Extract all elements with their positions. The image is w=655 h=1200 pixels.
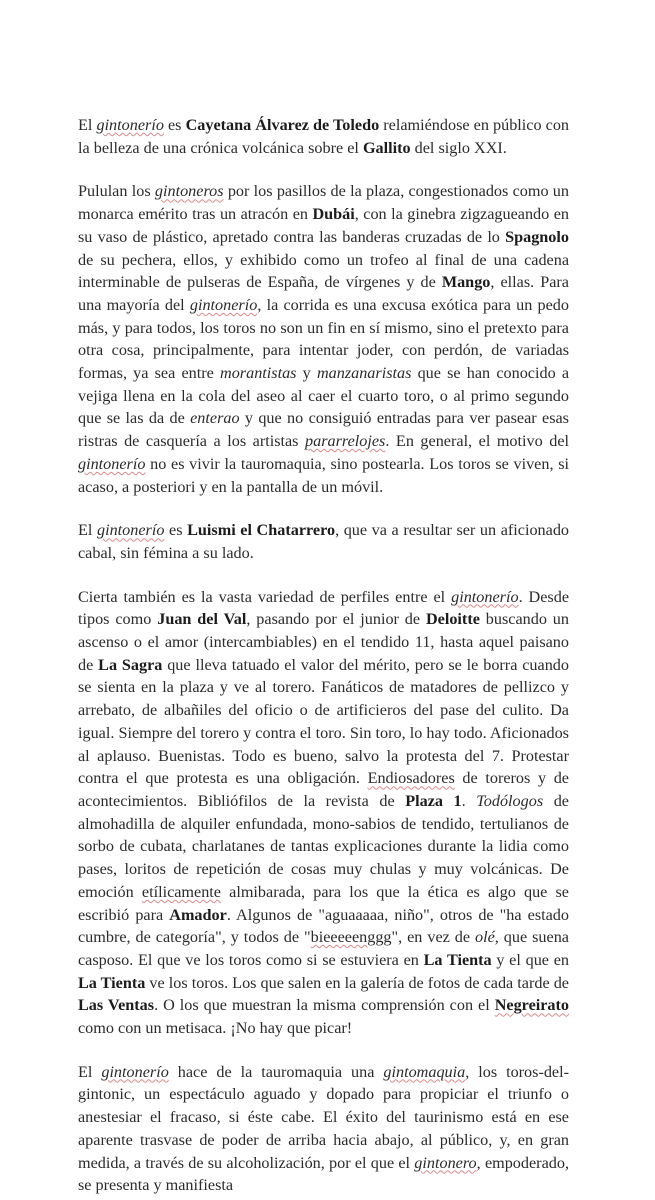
text-run: hace de la tauromaquia una xyxy=(168,1062,384,1081)
text-run: que se han conocido a vejiga llena en la cola del aseo al caer el cuarto toro, o al primo segundo que se las da de xyxy=(78,364,570,428)
italic-term: Todólogos xyxy=(476,791,544,810)
text-run: , la corrida es una excusa exótica para un pedo más, y para todos, los toros no son un fin en sí mismo, sino el pretexto para otra cosa, principalmente, para intentar joder, con perdón, de variadas formas, ya sea entre xyxy=(78,295,569,383)
text-run: y el que en xyxy=(491,950,569,969)
flagged-word: Endiosadores xyxy=(367,769,455,788)
italic-term: gintonerío xyxy=(78,454,146,473)
text-run: como con un metisaca. ¡No hay que picar! xyxy=(78,1019,353,1038)
text-run: almibarada, para los que la ética es algo que se escribió para xyxy=(78,882,569,924)
text-run: El xyxy=(78,1062,102,1081)
text-run: es xyxy=(164,521,188,540)
text-run: buscando un ascenso o el amor (intercambiables) en el tendido 11, hasta aquel paisano de xyxy=(78,610,569,674)
bold-name: Juan del Val xyxy=(157,610,247,629)
text-run: . Desde tipos como xyxy=(78,587,570,629)
italic-term: gintomaquia xyxy=(383,1062,466,1081)
bold-name: Dubái xyxy=(312,205,355,224)
text-run: , que suena casposo. El que ve los toros como si se estuviera en xyxy=(78,928,569,969)
bold-name: Plaza 1 xyxy=(405,791,462,810)
flagged-word: etílicamente xyxy=(141,882,221,901)
text-run: ", en vez de xyxy=(391,928,476,947)
paragraph xyxy=(78,1061,569,1197)
paragraph xyxy=(78,114,569,159)
text-run: El xyxy=(78,521,97,540)
bold-name: Deloitte xyxy=(425,610,480,629)
italic-term: enterao xyxy=(190,409,240,428)
bold-name: Spagnolo xyxy=(505,227,569,246)
italic-term: manzanaristas xyxy=(316,364,412,383)
text-run: no es vivir la tauromaquia, sino postearla. Los toros se viven, si acaso, a posteriori y en la pantalla de un móvil. xyxy=(78,454,569,496)
text-run: ve los toros. Los que salen en la galería de fotos de cada tarde de xyxy=(145,973,569,992)
text-run: . Algunos de "aguaaaaa, niño", otros de "ha estado cumbre, de categoría", y todos de " xyxy=(78,905,569,947)
paragraph xyxy=(78,519,569,564)
bold-name: Gallito xyxy=(362,138,411,157)
italic-term: gintonerío xyxy=(451,587,519,606)
text-run: del siglo XXI. xyxy=(410,138,507,157)
text-run: y xyxy=(296,364,317,383)
bold-name: Mango xyxy=(441,273,491,292)
text-run: , los toros-del-gintonic, un espectáculo aguado y dopado para propiciar el triunfo o anestesiar el fracaso, si éste cabe. El éxito del taurinismo está en ese aparente trasvase de poder de arriba hacia abajo, al público, y, en gran medida, a través de su alcoholización, por el que el xyxy=(78,1062,570,1172)
text-run: de su pechera, ellos, y exhibido como un trofeo al final de una cadena interminable de pulseras de España, de vírgenes y de xyxy=(78,250,569,292)
text-run: es xyxy=(163,116,186,134)
paragraph xyxy=(78,586,569,1040)
bold-name: Las Ventas xyxy=(78,996,155,1015)
text-run: de almohadilla de alquiler enfundada, mono-sabios de tendido, tertulianos de sorbo de cubata, charlatanes de tantas explicaciones durante la lidia como pases, loritos de repetición de cosas muy chulas y muy volcánicas. De emoción xyxy=(78,791,569,901)
text-run: Cierta también es la vasta variedad de perfiles entre el xyxy=(78,587,452,606)
italic-term: gintonerío xyxy=(101,1062,169,1081)
text-run: , pasando por el junior de xyxy=(246,610,426,629)
text-run: . O los que muestran la misma comprensión con el xyxy=(154,996,495,1015)
text-run: , con la ginebra zigzagueando en su vaso de plástico, apretado contra las banderas cruzadas de lo xyxy=(78,205,569,246)
bold-name: Cayetana Álvarez de Toledo xyxy=(185,116,380,134)
italic-term: gintonerío xyxy=(96,521,165,540)
text-run: , ellas. Para una mayoría del xyxy=(78,273,569,314)
italic-term: gintonero xyxy=(414,1153,477,1172)
italic-term: olé xyxy=(475,928,495,947)
text-run: , que va a resultar ser un aficionado cabal, sin fémina a su lado. xyxy=(78,521,570,562)
bold-name: Negreirato xyxy=(494,996,570,1015)
text-run: que lleva tatuado el valor del mérito, pero se le borra cuando se sienta en la plaza y ve al torero. Fanáticos de matadores de pellizco y arrebato, de albañiles del oficio o de artificieros del pase del culito. Da igual. Siempre del torero y contra el toro. Sin toro, lo hay todo. Aficionados al aplauso. Buenistas. Todo es bueno, salvo la protesta del 7. Protestar contra el que protesta es una obligación. xyxy=(78,655,569,788)
italic-term: pararrelojes xyxy=(305,432,386,451)
italic-term: gintonerío xyxy=(189,295,258,314)
paragraph xyxy=(78,180,569,498)
text-run: y que no consiguió entradas para ver pasear esas ristras de casquería a los artistas xyxy=(78,409,569,451)
text-run: . En general, el motivo del xyxy=(385,432,569,451)
text-run: El xyxy=(78,116,97,134)
text-run: por los pasillos de la plaza, congestionados como un monarca emérito tras un atracón en xyxy=(78,182,569,224)
bold-name: La Tienta xyxy=(423,950,492,969)
italic-term: gintonerío xyxy=(96,116,164,134)
flagged-word: bieeeeenggg xyxy=(310,928,392,947)
italic-term: morantistas xyxy=(220,364,297,383)
bold-name: Luismi el Chatarrero xyxy=(187,521,336,540)
text-run: , empoderado, se presenta y manifiesta xyxy=(78,1153,569,1195)
text-run: de toreros y de acontecimientos. Bibliófilos de la revista de xyxy=(78,769,569,810)
text-run: . xyxy=(461,791,477,810)
text-run: relamiéndose en público con la belleza de una crónica volcánica sobre el xyxy=(78,116,570,157)
bold-name: La Sagra xyxy=(98,655,163,674)
bold-name: La Tienta xyxy=(78,973,146,992)
bold-name: Amador xyxy=(169,905,227,924)
text-run: Pululan los xyxy=(78,182,155,201)
italic-term: gintoneros xyxy=(154,182,224,201)
